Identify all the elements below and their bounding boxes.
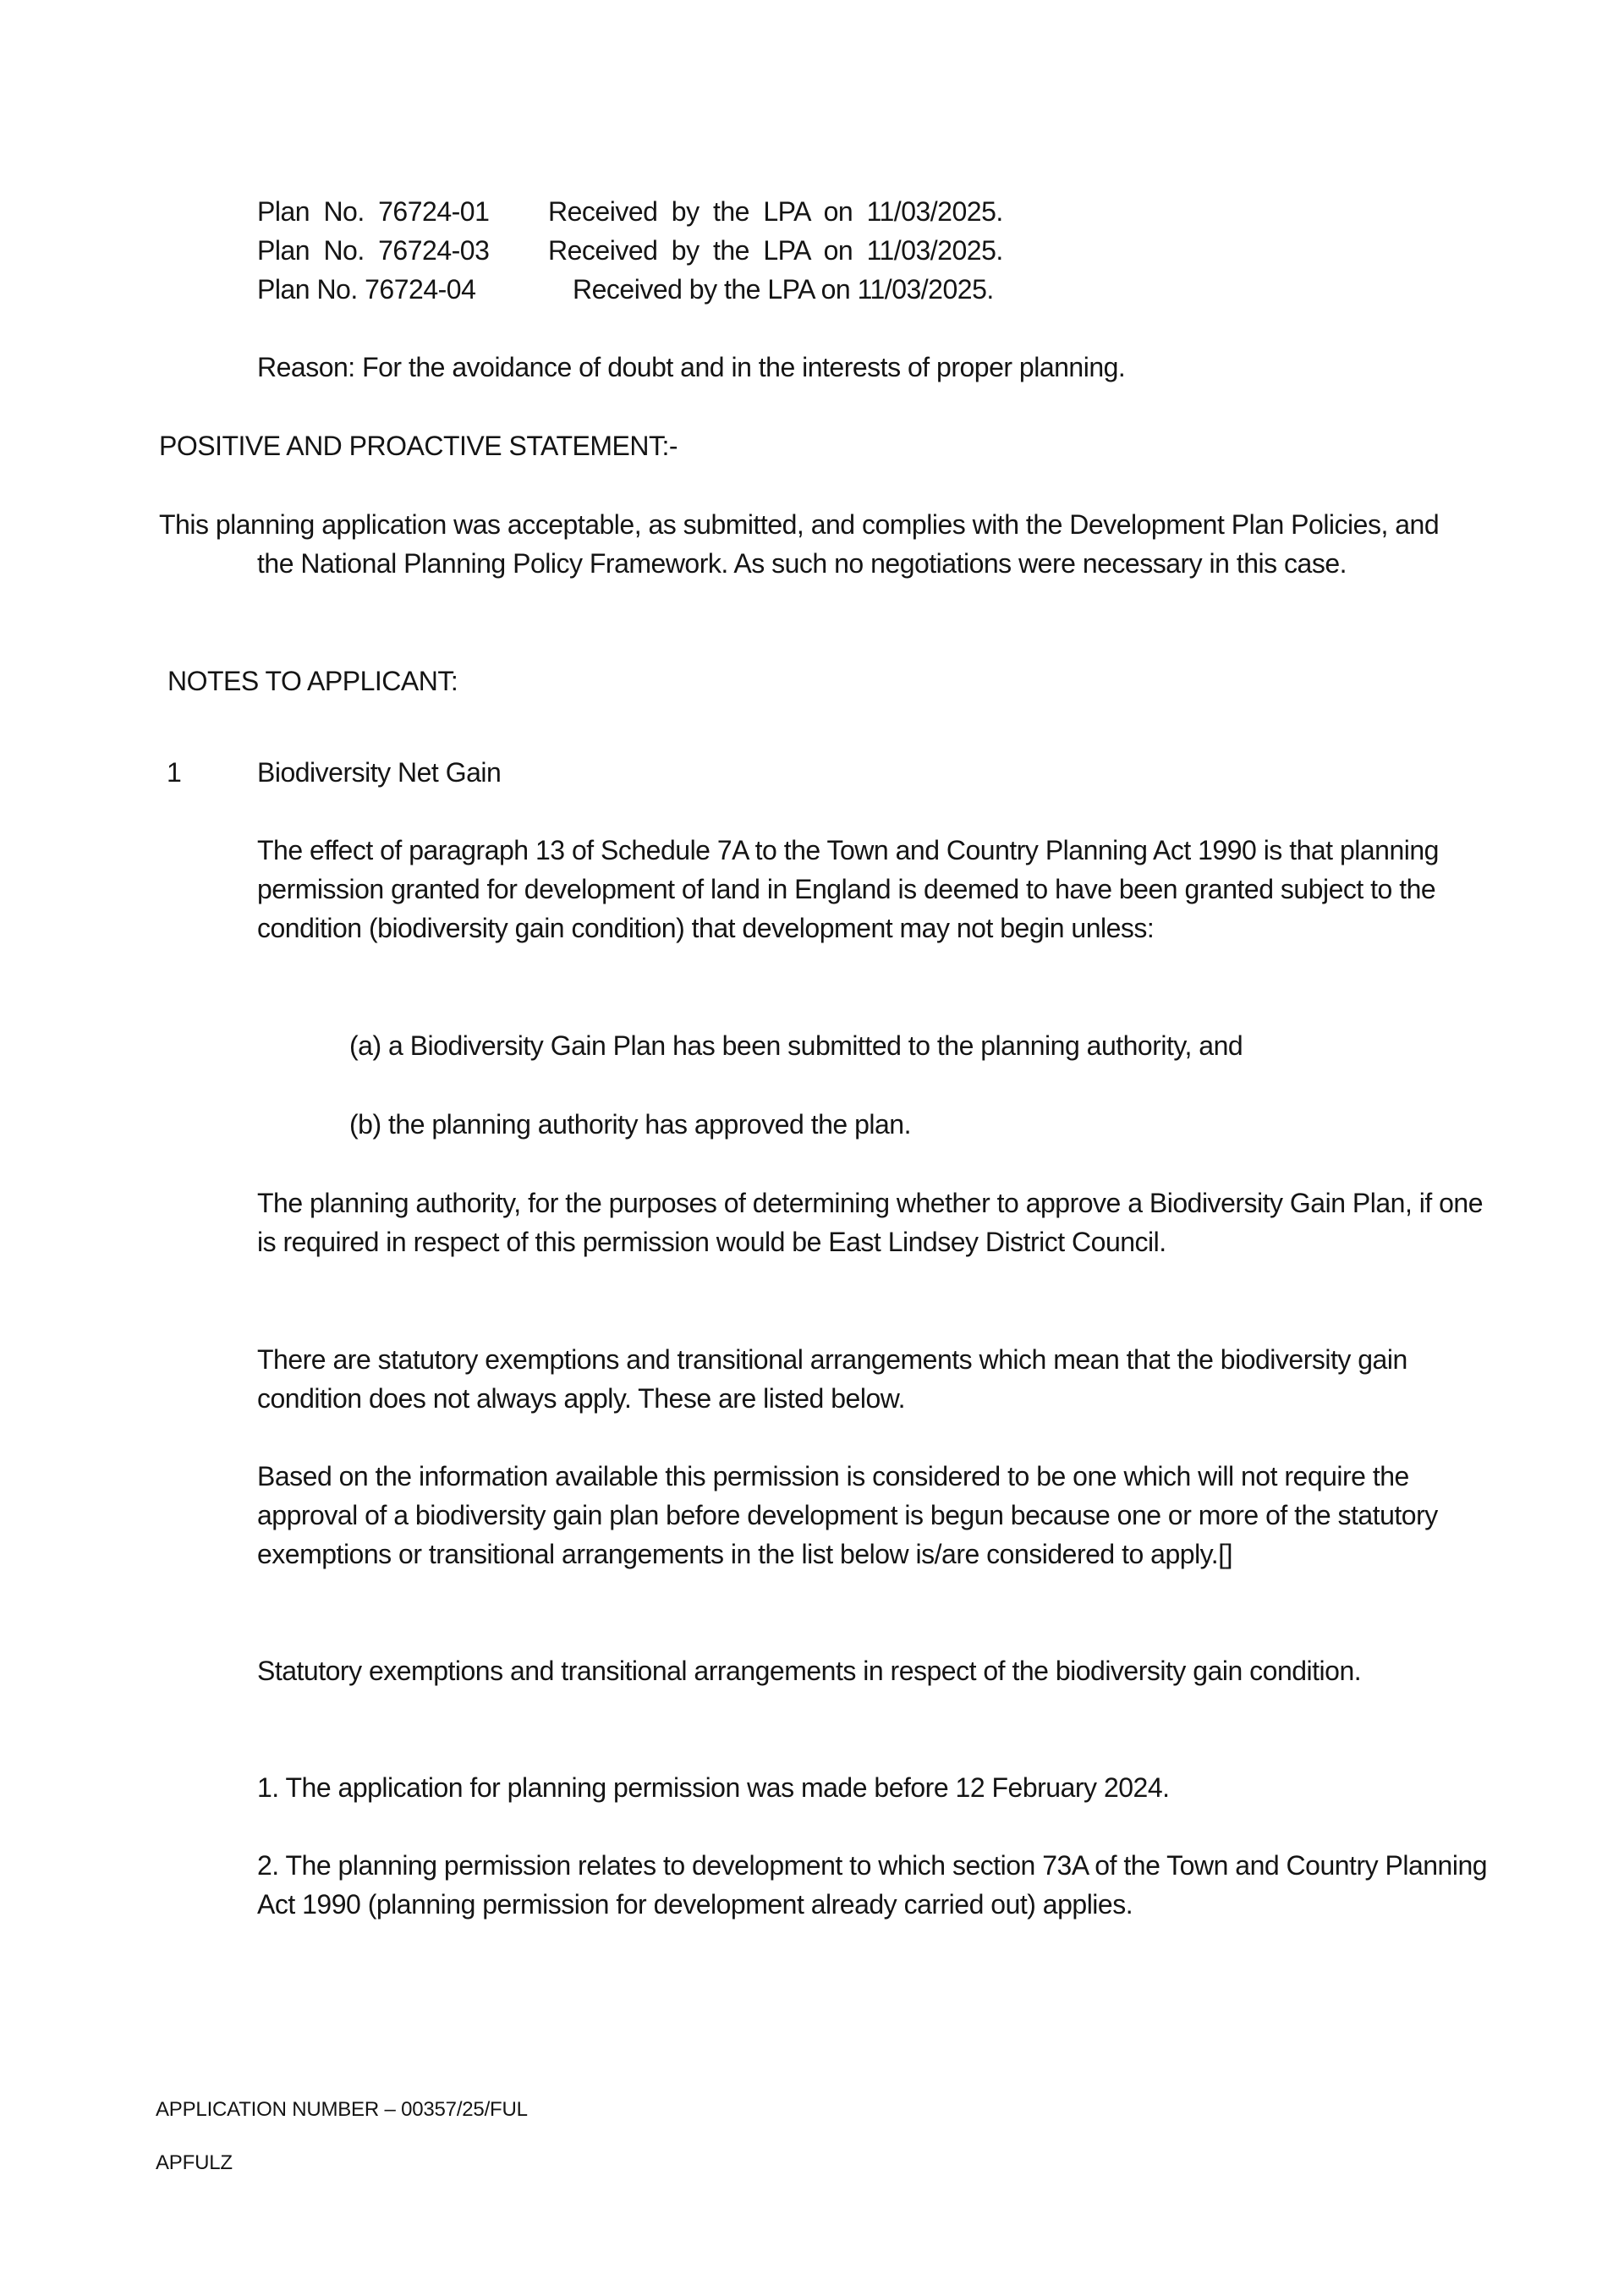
plan-number: Plan No. 76724-04 xyxy=(257,274,476,305)
reason-paragraph: Reason: For the avoidance of doubt and in the interests of proper planning. xyxy=(257,352,1126,382)
paragraph-item-b: (b) the planning authority has approved the plan. xyxy=(349,1109,911,1140)
plan-received-row xyxy=(257,270,1003,309)
plan-number: Plan No. 76724-03 xyxy=(257,235,490,266)
paragraph-exemptions-exist: There are statutory exemptions and transitional arrangements which mean that the biodiversity gain condition does not always apply. These are listed below. xyxy=(257,1344,1407,1414)
paragraph-exemption-2: 2. The planning permission relates to development to which section 73A of the Town and Country Planning Act 1990 (planning permission for development already carried out) applies. xyxy=(257,1850,1488,1920)
plan-received-row xyxy=(257,192,1003,231)
plan-received-date: Received by the LPA on 11/03/2025. xyxy=(548,196,1003,227)
plan-received-date: Received by the LPA on 11/03/2025. xyxy=(573,274,994,305)
footer-code: APFULZ xyxy=(156,2151,233,2174)
plan-received-row xyxy=(257,231,1003,270)
paragraph-item-a: (a) a Biodiversity Gain Plan has been submitted to the planning authority, and xyxy=(349,1030,1243,1061)
notes-to-applicant-heading: NOTES TO APPLICANT: xyxy=(167,666,458,696)
plan-number: Plan No. 76724-01 xyxy=(257,196,490,227)
plan-received-date: Received by the LPA on 11/03/2025. xyxy=(548,235,1003,266)
note-item-heading xyxy=(167,753,1469,792)
note-number: 1 xyxy=(167,757,182,788)
paragraph-exemption-1: 1. The application for planning permission was made before 12 February 2024. xyxy=(257,1772,1170,1803)
paragraph-based-on-information: Based on the information available this permission is considered to be one which will not require the approval of a biodiversity gain plan before development is begun because one or more of the statutory exemptions or transitional arrangements in the list below is/are considered to apply.[] xyxy=(257,1461,1438,1569)
plan-received-list xyxy=(257,192,1003,309)
paragraph-bng-effect: The effect of paragraph 13 of Schedule 7A to the Town and Country Planning Act 1990 is that planning permission granted for development of land in England is deemed to have been granted subject to the condition (biodiversity gain condition) that development may not begin unless: xyxy=(257,835,1439,943)
paragraph-exemptions-heading: Statutory exemptions and transitional arrangements in respect of the biodiversity gain condition. xyxy=(257,1656,1362,1686)
positive-proactive-paragraph: This planning application was acceptable, as submitted, and complies with the Development Plan Policies, and the National Planning Policy Framework. As such no negotiations were necessary in this case. xyxy=(159,509,1440,579)
paragraph-planning-authority: The planning authority, for the purposes of determining whether to approve a Biodiversity Gain Plan, if one is required in respect of this permission would be East Lindsey District Council. xyxy=(257,1188,1483,1257)
note-title: Biodiversity Net Gain xyxy=(257,757,502,788)
footer-application-number: APPLICATION NUMBER – 00357/25/FUL xyxy=(156,2098,528,2121)
positive-proactive-heading: POSITIVE AND PROACTIVE STATEMENT:- xyxy=(159,431,678,461)
